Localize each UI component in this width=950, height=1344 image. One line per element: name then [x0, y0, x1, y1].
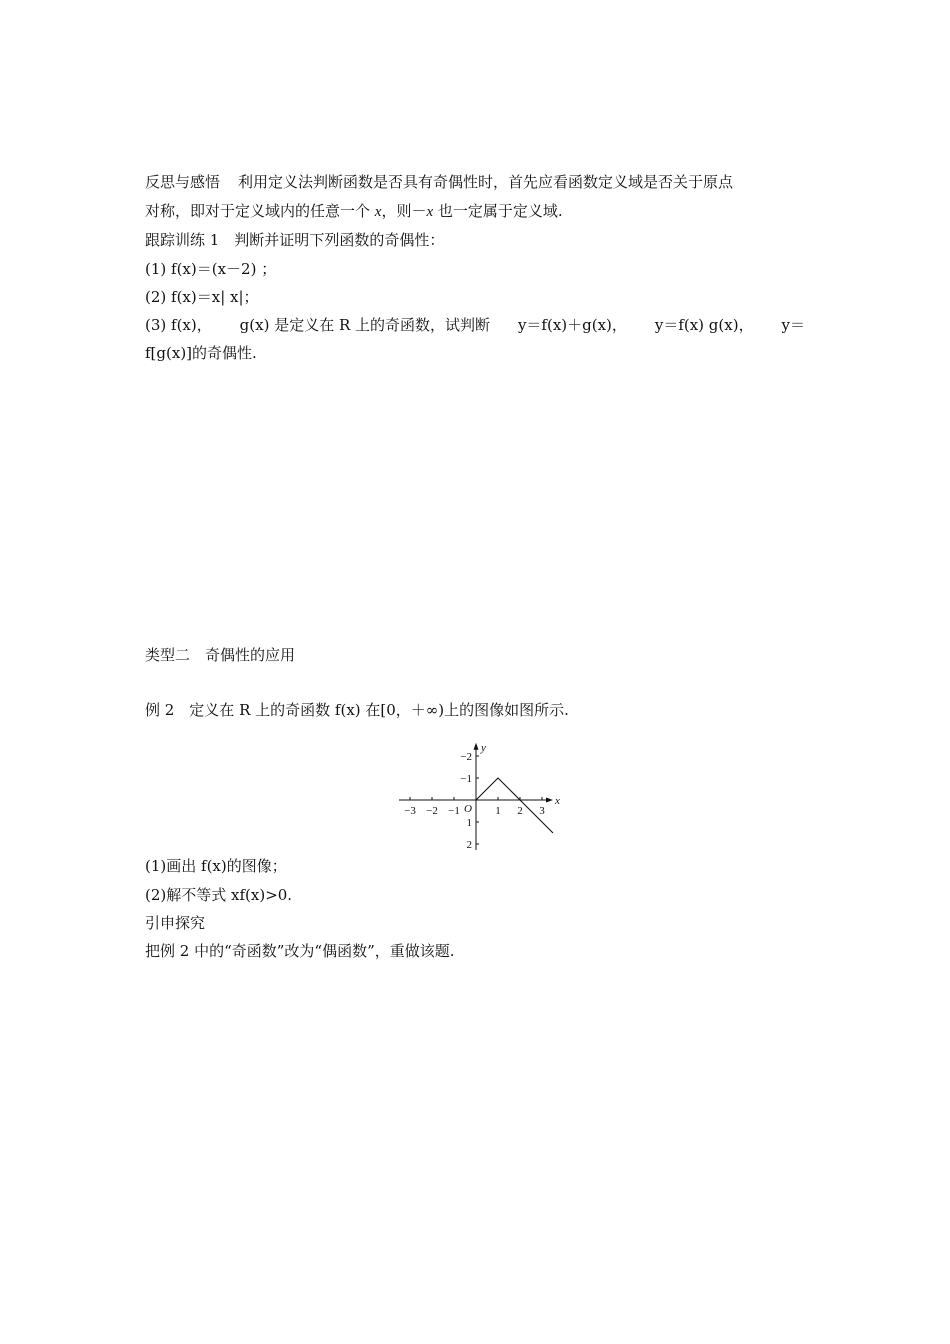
y-tick-label: 2 [466, 839, 472, 850]
function-graph [396, 726, 566, 850]
extension-text: 把例 2 中的“奇函数”改为“偶函数”，重做该题. [145, 942, 455, 960]
reflection-line-1 [145, 172, 733, 192]
example-2-question-1: (1)画出 f(x)的图像； [145, 857, 287, 875]
x-tick-label: −3 [404, 805, 416, 817]
origin-label: O [464, 803, 472, 815]
graph-labels [404, 742, 560, 850]
y-axis-label: y [481, 741, 486, 754]
x-axis-arrow [546, 798, 553, 803]
graph-axes [399, 743, 553, 850]
x-tick-label: 1 [495, 805, 501, 817]
practice-title: 跟踪训练 1 判断并证明下列函数的奇偶性： [145, 231, 445, 249]
x-tick-label: −1 [448, 805, 460, 817]
reflection-heading: 反思与感悟 [145, 173, 221, 191]
reflection-text-1: 利用定义法判断函数是否具有奇偶性时，首先应看函数定义域是否关于原点 [238, 173, 734, 191]
reflection-line-2: 对称，即对于定义域内的任意一个 x，则－x 也一定属于定义域. [145, 202, 563, 220]
extension-title: 引申探究 [145, 914, 206, 932]
y-tick-label: −1 [460, 773, 472, 785]
practice-item-2: (2) f(x)＝x| x|； [145, 288, 259, 306]
practice-item-1: (1) f(x)＝(x－2) ； [145, 260, 277, 278]
y-tick-label: 1 [466, 817, 472, 829]
section-title: 类型二 奇偶性的应用 [145, 646, 296, 664]
y-axis-arrow [474, 743, 479, 750]
y-tick-label: −2 [460, 751, 472, 763]
x-axis-label: x [555, 795, 560, 807]
x-tick-label: 3 [539, 805, 545, 817]
x-tick-label: −2 [426, 805, 438, 817]
example-2-question-2: (2)解不等式 xf(x)>0. [145, 886, 293, 904]
x-tick-label: 2 [517, 805, 523, 817]
practice-item-3-line-1: (3) f(x)， g(x) 是定义在 R 上的奇函数，试判断 y＝f(x)＋g(x)， y＝f(x) g(x)， y＝ [145, 316, 805, 334]
practice-item-3-line-2: f[g(x)]的奇偶性. [145, 344, 257, 362]
example-2-text: 例 2 定义在 R 上的奇函数 f(x) 在[0，＋∞)上的图像如图所示. [145, 701, 569, 719]
